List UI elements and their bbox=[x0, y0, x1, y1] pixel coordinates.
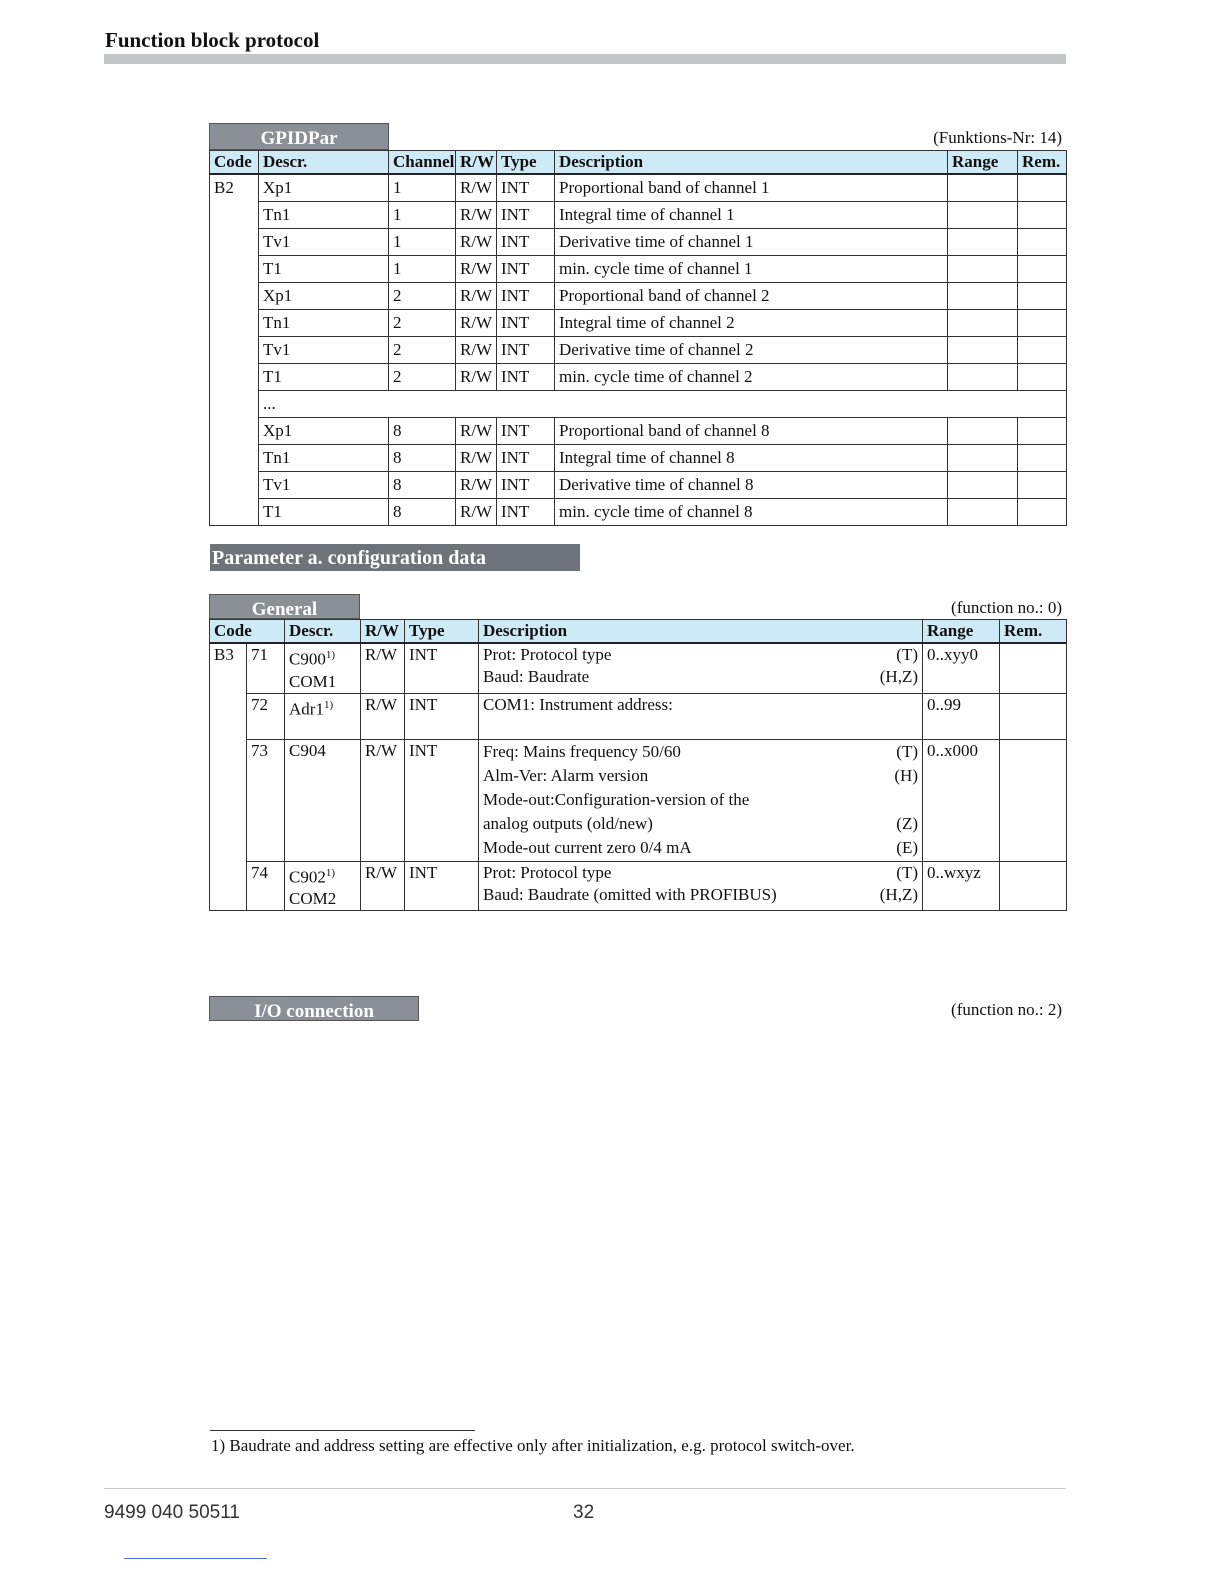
remark-cell bbox=[1018, 445, 1067, 472]
range-line: 0..wxyz bbox=[927, 862, 981, 882]
position-letter: (H,Z) bbox=[879, 667, 918, 686]
description-line bbox=[483, 884, 918, 906]
rw-cell: R/W bbox=[361, 739, 405, 861]
column-header: Descr. bbox=[259, 151, 389, 175]
document-number: 9499 040 50511 bbox=[104, 1502, 240, 1523]
description-cell: Derivative time of channel 8 bbox=[555, 472, 948, 499]
rw-cell: R/W bbox=[456, 283, 497, 310]
remark-cell bbox=[1018, 337, 1067, 364]
description-cell: Proportional band of channel 2 bbox=[555, 283, 948, 310]
description-cell: min. cycle time of channel 8 bbox=[555, 499, 948, 526]
rw-cell: R/W bbox=[361, 861, 405, 911]
description-cell: Integral time of channel 2 bbox=[555, 310, 948, 337]
descr-line: Adr1$^{1)}$ bbox=[289, 698, 334, 719]
number-cell: 73 bbox=[247, 739, 285, 861]
range-cell bbox=[948, 418, 1018, 445]
table-row bbox=[210, 391, 1067, 418]
descr-cell bbox=[285, 739, 361, 861]
section-title: Parameter a. configuration data bbox=[210, 544, 580, 571]
number-cell: 72 bbox=[247, 693, 285, 739]
descr-line: C900$^{1)}$ bbox=[289, 649, 336, 669]
channel-cell: 8 bbox=[389, 445, 456, 472]
io-function-number: (function no.: 2) bbox=[951, 1000, 1062, 1019]
type-cell: INT bbox=[497, 337, 555, 364]
rw-cell: R/W bbox=[456, 310, 497, 337]
channel-cell: 2 bbox=[389, 310, 456, 337]
range-cell bbox=[948, 310, 1018, 337]
rw-cell: R/W bbox=[456, 174, 497, 202]
gpid-tab: GPIDPar bbox=[209, 123, 389, 150]
descr-cell: Xp1 bbox=[259, 174, 389, 202]
type-cell: INT bbox=[405, 693, 479, 739]
column-header: R/W bbox=[456, 151, 497, 175]
table-row bbox=[210, 229, 1067, 256]
remark-cell bbox=[1018, 472, 1067, 499]
remark-cell bbox=[1018, 202, 1067, 229]
type-cell: INT bbox=[497, 499, 555, 526]
description-line bbox=[483, 644, 918, 666]
position-letter: (T) bbox=[896, 862, 918, 882]
descr-cell: T1 bbox=[259, 499, 389, 526]
description-line bbox=[483, 836, 918, 860]
descr-line: C902$^{1)}$ bbox=[289, 866, 336, 887]
channel-cell: 1 bbox=[389, 256, 456, 283]
channel-cell: 2 bbox=[389, 364, 456, 391]
descr-cell: Xp1 bbox=[259, 283, 389, 310]
description-text: Freq: Mains frequency 50/60 bbox=[483, 741, 681, 761]
position-letter: (H,Z) bbox=[879, 884, 918, 904]
range-cell bbox=[948, 364, 1018, 391]
description-cell: Derivative time of channel 1 bbox=[555, 229, 948, 256]
position-letter: (T) bbox=[896, 645, 918, 664]
descr-line: C904 bbox=[289, 740, 326, 760]
type-cell: INT bbox=[497, 418, 555, 445]
descr-cell: Tv1 bbox=[259, 472, 389, 499]
description-text: Mode-out current zero 0/4 mA bbox=[483, 837, 692, 857]
general-function-number: (function no.: 0) bbox=[951, 598, 1062, 617]
remark-cell bbox=[1018, 310, 1067, 337]
header-bar bbox=[104, 54, 1066, 64]
description-text: Alm-Ver: Alarm version bbox=[483, 765, 649, 785]
general-table bbox=[209, 619, 1067, 911]
range-cell bbox=[948, 337, 1018, 364]
column-header: Channel bbox=[389, 151, 456, 175]
table-row bbox=[210, 861, 1067, 911]
range-cell bbox=[923, 861, 1000, 911]
number-cell: 71 bbox=[247, 643, 285, 693]
rw-cell: R/W bbox=[456, 364, 497, 391]
remark-cell bbox=[1018, 418, 1067, 445]
rw-cell: R/W bbox=[456, 337, 497, 364]
table-row bbox=[210, 337, 1067, 364]
column-header: Descr. bbox=[285, 620, 361, 644]
description-line bbox=[483, 812, 918, 836]
type-cell: INT bbox=[497, 256, 555, 283]
column-header: Range bbox=[923, 620, 1000, 644]
range-cell bbox=[923, 693, 1000, 739]
description-cell: Proportional band of channel 1 bbox=[555, 174, 948, 202]
table-row bbox=[210, 472, 1067, 499]
channel-cell: 8 bbox=[389, 418, 456, 445]
remark-cell bbox=[1018, 174, 1067, 202]
description-cell bbox=[479, 643, 923, 693]
rw-cell: R/W bbox=[456, 418, 497, 445]
range-cell bbox=[948, 283, 1018, 310]
footnote: 1) Baudrate and address setting are effective only after initialization, e.g. protocol switch-over. bbox=[211, 1436, 855, 1455]
table-row bbox=[210, 283, 1067, 310]
remark-cell bbox=[1000, 643, 1067, 693]
footnote-marker: 1) bbox=[323, 698, 334, 711]
type-cell: INT bbox=[497, 310, 555, 337]
table-row bbox=[210, 499, 1067, 526]
column-header: Code bbox=[210, 620, 285, 644]
descr-cell bbox=[285, 693, 361, 739]
description-cell: min. cycle time of channel 2 bbox=[555, 364, 948, 391]
description-line bbox=[483, 694, 918, 716]
table-row bbox=[210, 256, 1067, 283]
table-row bbox=[210, 364, 1067, 391]
description-line bbox=[483, 862, 918, 884]
channel-cell: 2 bbox=[389, 283, 456, 310]
ellipsis-cell: ... bbox=[259, 391, 1067, 418]
descr-cell: Tn1 bbox=[259, 202, 389, 229]
code-cell: B3 bbox=[210, 643, 247, 911]
descr-cell: T1 bbox=[259, 256, 389, 283]
remark-cell bbox=[1018, 256, 1067, 283]
rw-cell: R/W bbox=[456, 445, 497, 472]
rw-cell: R/W bbox=[456, 202, 497, 229]
general-tab: General bbox=[209, 594, 360, 619]
range-line: 0..99 bbox=[927, 694, 961, 714]
descr-cell bbox=[285, 643, 361, 693]
range-cell bbox=[948, 202, 1018, 229]
column-header: R/W bbox=[361, 620, 405, 644]
remark-cell bbox=[1018, 364, 1067, 391]
range-cell bbox=[948, 445, 1018, 472]
column-header: Rem. bbox=[1000, 620, 1067, 644]
gpid-table bbox=[209, 150, 1067, 526]
rw-cell: R/W bbox=[361, 693, 405, 739]
table-row bbox=[210, 445, 1067, 472]
range-line: 0..xyy0 bbox=[927, 645, 978, 664]
footnote-rule bbox=[210, 1430, 475, 1431]
description-cell: min. cycle time of channel 1 bbox=[555, 256, 948, 283]
table-row bbox=[210, 310, 1067, 337]
type-cell: INT bbox=[497, 174, 555, 202]
column-header: Range bbox=[948, 151, 1018, 175]
range-cell bbox=[948, 256, 1018, 283]
page-title: Function block protocol bbox=[105, 28, 320, 52]
type-cell: INT bbox=[405, 643, 479, 693]
channel-cell: 8 bbox=[389, 499, 456, 526]
description-line bbox=[483, 764, 918, 788]
position-letter: (T) bbox=[896, 741, 918, 761]
table-row bbox=[210, 418, 1067, 445]
channel-cell: 1 bbox=[389, 229, 456, 256]
description-text: Baud: Baudrate (omitted with PROFIBUS) bbox=[483, 884, 777, 904]
type-cell: INT bbox=[405, 861, 479, 911]
column-header: Type bbox=[497, 151, 555, 175]
range-cell bbox=[948, 229, 1018, 256]
table-row bbox=[210, 693, 1067, 739]
description-text: Baud: Baudrate bbox=[483, 667, 590, 686]
footer-rule bbox=[104, 1488, 1066, 1489]
rw-cell: R/W bbox=[361, 643, 405, 693]
footnote-marker: 1) bbox=[325, 649, 336, 661]
table-row bbox=[210, 739, 1067, 861]
rw-cell: R/W bbox=[456, 472, 497, 499]
io-tab: I/O connection bbox=[209, 996, 419, 1021]
description-line bbox=[483, 740, 918, 764]
description-line bbox=[483, 666, 918, 688]
column-header: Rem. bbox=[1018, 151, 1067, 175]
type-cell: INT bbox=[497, 472, 555, 499]
range-line: 0..x000 bbox=[927, 740, 978, 760]
range-cell bbox=[948, 499, 1018, 526]
description-cell bbox=[479, 861, 923, 911]
type-cell: INT bbox=[497, 364, 555, 391]
description-line bbox=[483, 788, 918, 812]
rw-cell: R/W bbox=[456, 499, 497, 526]
channel-cell: 8 bbox=[389, 472, 456, 499]
remark-cell bbox=[1018, 499, 1067, 526]
remark-cell bbox=[1000, 739, 1067, 861]
description-text: Mode-out:Configuration-version of the bbox=[483, 789, 750, 809]
position-letter: (E) bbox=[896, 837, 918, 857]
range-cell bbox=[948, 472, 1018, 499]
page-number: 32 bbox=[573, 1502, 595, 1523]
remark-cell bbox=[1000, 861, 1067, 911]
channel-cell: 1 bbox=[389, 202, 456, 229]
range-cell bbox=[923, 643, 1000, 693]
description-cell: Integral time of channel 1 bbox=[555, 202, 948, 229]
column-header: Description bbox=[479, 620, 923, 644]
link-underline bbox=[124, 1558, 267, 1559]
descr-cell: T1 bbox=[259, 364, 389, 391]
type-cell: INT bbox=[497, 202, 555, 229]
type-cell: INT bbox=[405, 739, 479, 861]
descr-line: COM2 bbox=[289, 889, 337, 909]
range-cell bbox=[923, 739, 1000, 861]
position-letter: (Z) bbox=[896, 813, 918, 833]
descr-line: COM1 bbox=[289, 671, 337, 691]
type-cell: INT bbox=[497, 229, 555, 256]
table-row bbox=[210, 643, 1067, 693]
description-text: Prot: Protocol type bbox=[483, 862, 612, 882]
footnote-marker: 1) bbox=[325, 866, 336, 879]
channel-cell: 1 bbox=[389, 174, 456, 202]
descr-cell: Tn1 bbox=[259, 310, 389, 337]
gpid-function-number: (Funktions-Nr: 14) bbox=[933, 128, 1062, 147]
description-cell: Integral time of channel 8 bbox=[555, 445, 948, 472]
descr-cell: Tv1 bbox=[259, 229, 389, 256]
description-cell bbox=[479, 693, 923, 739]
number-cell: 74 bbox=[247, 861, 285, 911]
description-cell: Proportional band of channel 8 bbox=[555, 418, 948, 445]
type-cell: INT bbox=[497, 445, 555, 472]
rw-cell: R/W bbox=[456, 256, 497, 283]
remark-cell bbox=[1000, 693, 1067, 739]
column-header: Description bbox=[555, 151, 948, 175]
code-cell: B2 bbox=[210, 174, 259, 526]
description-cell: Derivative time of channel 2 bbox=[555, 337, 948, 364]
table-row bbox=[210, 174, 1067, 202]
descr-cell bbox=[285, 861, 361, 911]
description-text: Prot: Protocol type bbox=[483, 645, 612, 664]
descr-cell: Tv1 bbox=[259, 337, 389, 364]
column-header: Code bbox=[210, 151, 259, 175]
table-row bbox=[210, 202, 1067, 229]
position-letter: (H) bbox=[894, 765, 918, 785]
channel-cell: 2 bbox=[389, 337, 456, 364]
description-text: analog outputs (old/new) bbox=[483, 813, 653, 833]
remark-cell bbox=[1018, 229, 1067, 256]
column-header: Type bbox=[405, 620, 479, 644]
descr-cell: Tn1 bbox=[259, 445, 389, 472]
rw-cell: R/W bbox=[456, 229, 497, 256]
description-cell bbox=[479, 739, 923, 861]
description-text: COM1: Instrument address: bbox=[483, 694, 673, 714]
remark-cell bbox=[1018, 283, 1067, 310]
range-cell bbox=[948, 174, 1018, 202]
type-cell: INT bbox=[497, 283, 555, 310]
descr-cell: Xp1 bbox=[259, 418, 389, 445]
